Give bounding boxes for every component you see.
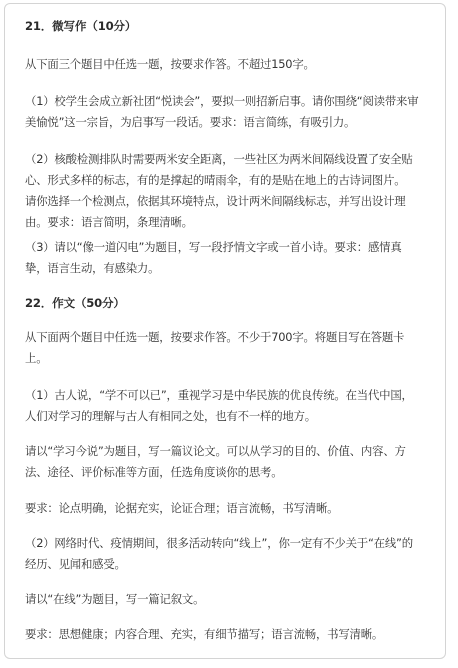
q22-intro-line1: 从下面两个题目中任选一题，按要求作答。不少于700字。将题目写在答题卡	[25, 330, 405, 344]
q22-option2-line1: （2）网络时代、疫情期间，很多活动转向“线上”，你一定有不少关于“在线”的	[25, 536, 413, 550]
exam-content-card	[4, 3, 446, 659]
q22-option1-requirement: 要求：论点明确，论据充实，论证合理；语言流畅，书写清晰。	[25, 501, 339, 515]
q22-option1-line1: （1）古人说，“学不可以已”，重视学习是中华民族的优良传统。在当代中国，	[25, 388, 413, 402]
q21-option3-line1: （3）请以“像一道闪电”为题目，写一段抒情文字或一首小诗。要求：感情真	[25, 240, 402, 254]
q21-option2-line4: 由。要求：语言简明，条理清晰。	[25, 215, 193, 229]
q22-option2-requirement: 要求：思想健康；内容合理、充实，有细节描写；语言流畅，书写清晰。	[25, 627, 384, 641]
q22-option2-line2: 经历、见闻和感受。	[25, 557, 126, 571]
q21-option2-line1: （2）核酸检测排队时需要两米安全距离，一些社区为两米间隔线设置了安全贴	[25, 152, 413, 166]
q21-option3-line2: 挚，语言生动，有感染力。	[25, 261, 160, 275]
q21-option2-line3: 请你选择一个检测点，依据其环境特点，设计两米间隔线标志，并写出设计理	[25, 194, 406, 208]
q21-option2-line2: 心、形式多样的标志，有的是撑起的晴雨伞，有的是贴在地上的古诗词图片。	[25, 173, 406, 187]
q21-intro: 从下面三个题目中任选一题，按要求作答。不超过150字。	[25, 57, 315, 71]
q21-option1-line2: 美愉悦”这一宗旨，为启事写一段话。要求：语言简练，有吸引力。	[25, 115, 356, 129]
q22-option1-task-line2: 法、途径、评价标准等方面，任选角度谈你的思考。	[25, 465, 283, 479]
q22-option1-line2: 人们对学习的理解与古人有相同之处，也有不一样的地方。	[25, 409, 316, 423]
q22-heading: 22．作文（50分）	[25, 296, 125, 310]
q21-option1-line1: （1）校学生会成立新社团“悦读会”，要拟一则招新启事。请你围绕“阅读带来审	[25, 94, 419, 108]
q21-heading: 21．微写作（10分）	[25, 19, 137, 33]
q22-intro-line2: 上。	[25, 351, 48, 365]
q22-option1-task-line1: 请以“学习今说”为题目，写一篇议论文。可以从学习的目的、价值、内容、方	[25, 444, 406, 458]
q22-option2-task: 请以“在线”为题目，写一篇记叙文。	[25, 592, 205, 606]
